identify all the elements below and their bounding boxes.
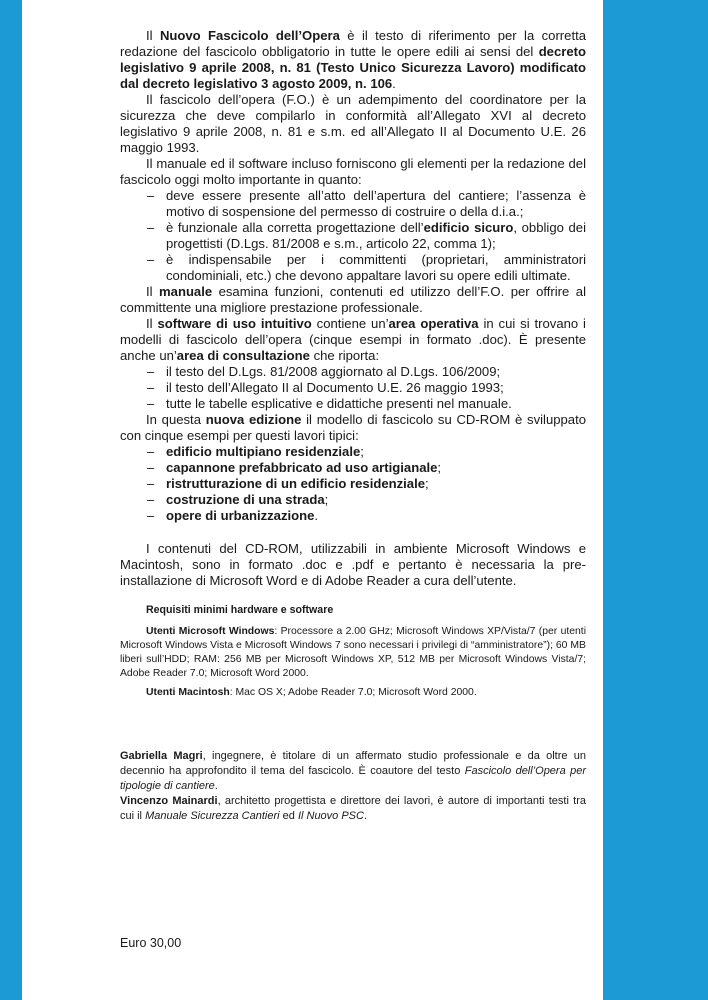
book-title: Manuale Sicurezza Cantieri	[145, 810, 280, 822]
text-bold: area operativa	[388, 316, 479, 331]
consultation-list	[120, 364, 586, 412]
text-span: In questa	[146, 412, 206, 427]
right-blue-band	[603, 0, 708, 1000]
author-mainardi	[120, 794, 586, 824]
author-name: Vincenzo Mainardi	[120, 795, 218, 807]
text-span: contiene un’	[311, 316, 389, 331]
list-item-text: tutte le tabelle esplicative e didattiche presenti nel manuale.	[166, 396, 512, 411]
main-text	[120, 28, 586, 700]
book-title: Fascicolo dell’Opera per tipologie di cantiere	[120, 765, 586, 792]
list-item	[120, 460, 586, 476]
text-span: .	[214, 780, 218, 792]
text-bold: software di uso intuitivo	[157, 316, 312, 331]
requirements-windows	[120, 625, 586, 681]
paragraph-manual-software: Il manuale ed il software incluso forniscono gli elementi per la redazione del fascicolo oggi molto importante in quanto:	[120, 156, 586, 187]
dash-bullet: –	[147, 444, 155, 459]
mac-text: : Mac OS X; Adobe Reader 7.0; Microsoft Word 2000.	[229, 687, 477, 698]
importance-list	[120, 188, 586, 284]
list-item	[120, 396, 586, 412]
dash-bullet: –	[147, 364, 155, 379]
list-item	[120, 508, 586, 524]
list-item-text: ;	[425, 476, 429, 491]
dash-bullet: –	[147, 460, 155, 475]
author-name: Gabriella Magri	[120, 750, 203, 762]
dash-bullet: –	[147, 492, 155, 507]
text-span: è il testo di riferimento per la corretta redazione del fascicolo obbligatorio in tutte le opere edili ai sensi del	[120, 28, 587, 59]
author-bio: , ingegnere, è titolare di un affermato studio professionale e da oltre un decennio ha approfondito il tema del fascicolo. È coautore del testo	[120, 750, 586, 777]
list-item-text: è funzionale alla corretta progettazione dell’	[166, 220, 424, 235]
text-span: ed	[279, 810, 298, 822]
list-item-text: ;	[360, 444, 364, 459]
text-span: Il	[146, 28, 160, 43]
paragraph-software	[120, 316, 586, 364]
text-bold: area di consultazione	[176, 348, 310, 363]
dash-bullet: –	[147, 380, 155, 395]
list-item	[120, 380, 586, 396]
list-item-bold: capannone prefabbricato ad uso artigianale	[166, 460, 438, 475]
list-item	[120, 476, 586, 492]
list-item	[120, 188, 586, 220]
text-span: il modello di fascicolo su CD-ROM è sviluppato con cinque esempi per questi lavori tipici:	[120, 412, 587, 443]
list-item-text: deve essere presente all’atto dell’apertura del cantiere; l’assenza è motivo di sospensione del permesso di costruire o della d.i.a.;	[166, 188, 586, 219]
dash-bullet: –	[147, 188, 155, 203]
text-span: che riporta:	[309, 348, 380, 363]
list-item-bold: edificio multipiano residenziale	[166, 444, 361, 459]
list-item-text: il testo del D.Lgs. 81/2008 aggiornato al D.Lgs. 106/2009;	[166, 364, 501, 379]
list-item-bold: ristrutturazione di un edificio residenziale	[166, 476, 426, 491]
requirements-section	[120, 603, 586, 700]
windows-text: : Processore a 2.00 GHz; Microsoft Windows XP/Vista/7 (per utenti Microsoft Windows Vista e Microsoft Windows 7 sono necessari i privilegi di “amministratore”); 60 MB liberi sull’HDD; RAM: 256 MB per Microsoft Windows XP, 512 MB per Microsoft Windows Vista/7; Adobe Reader 7.0; Microsoft Word 2000.	[120, 626, 586, 679]
decree-reference: decreto legislativo 9 aprile 2008, n. 81 (Testo Unico Sicurezza Lavoro) modificato dal decreto legislativo 3 agosto 2009, n. 106	[120, 44, 586, 91]
price-label: Euro 30,00	[120, 936, 182, 950]
author-bio: , architetto progettista e direttore dei lavori, è autore di importanti testi tra cui il	[120, 795, 586, 822]
paragraph-manual	[120, 284, 586, 316]
list-item	[120, 444, 586, 460]
requirements-title: Requisiti minimi hardware e software	[146, 604, 334, 616]
list-item	[120, 492, 586, 508]
list-item-text: il testo dell’Allegato II al Documento U.E. 26 maggio 1993;	[166, 380, 504, 395]
dash-bullet: –	[147, 220, 155, 235]
list-item	[120, 364, 586, 380]
text-span: esamina funzioni, contenuti ed utilizzo dell’F.O. per offrire al committente una migliore prestazione professionale.	[120, 284, 586, 315]
spacer	[120, 524, 586, 541]
left-blue-band	[0, 0, 22, 1000]
list-item	[120, 220, 586, 252]
examples-list	[120, 444, 586, 524]
list-item-text: ;	[437, 460, 442, 475]
dash-bullet: –	[147, 508, 155, 523]
text-span: Il	[146, 316, 158, 331]
paragraph-cdrom: I contenuti del CD-ROM, utilizzabili in ambiente Microsoft Windows e Macintosh, sono in formato .doc e .pdf e pertanto è necessaria la pre-installazione di Microsoft Word e di Adobe Reader a cura dell’utente.	[120, 541, 586, 588]
dash-bullet: –	[147, 252, 155, 267]
text-span: Il	[146, 284, 160, 299]
list-item-text: è indispensabile per i committenti (proprietari, amministratori condominiali, etc.) che devono appaltare lavori su opere edili ultimate.	[166, 252, 586, 283]
text-bold: manuale	[159, 284, 213, 299]
paragraph-fo: Il fascicolo dell’opera (F.O.) è un adempimento del coordinatore per la sicurezza che deve compilarlo in conformità all’Allegato XVI al decreto legislativo 9 aprile 2008, n. 81 e s.m. ed all’Allegato II al Documento U.E. 26 maggio 1993.	[120, 92, 586, 155]
paragraph-intro	[120, 28, 586, 92]
list-item-bold: costruzione di una strada	[166, 492, 325, 507]
list-item-text: , obbligo dei progettisti (D.Lgs. 81/2008 e s.m., articolo 22, comma 1);	[166, 220, 586, 251]
list-item	[120, 252, 586, 284]
requirements-mac	[120, 686, 586, 700]
authors-section	[120, 749, 586, 824]
list-item-bold: edificio sicuro	[423, 220, 514, 235]
book-title: Il Nuovo PSC	[297, 810, 364, 822]
dash-bullet: –	[147, 396, 155, 411]
dash-bullet: –	[147, 476, 155, 491]
list-item-text: ;	[324, 492, 329, 507]
paragraph-new-edition	[120, 412, 586, 444]
text-span: .	[363, 810, 368, 822]
windows-label: Utenti Microsoft Windows	[146, 626, 275, 637]
text-span: in cui si trovano i modelli di fascicolo dell’opera (cinque esempi in formato .doc). È presente anche un’	[120, 316, 586, 363]
text-span: .	[392, 76, 396, 91]
list-item-text: .	[314, 508, 319, 523]
text-bold: nuova edizione	[205, 412, 302, 427]
author-magri	[120, 749, 586, 794]
mac-label: Utenti Macintosh	[146, 687, 230, 698]
list-item-bold: opere di urbanizzazione	[166, 508, 315, 523]
book-title: Nuovo Fascicolo dell’Opera	[159, 28, 340, 43]
